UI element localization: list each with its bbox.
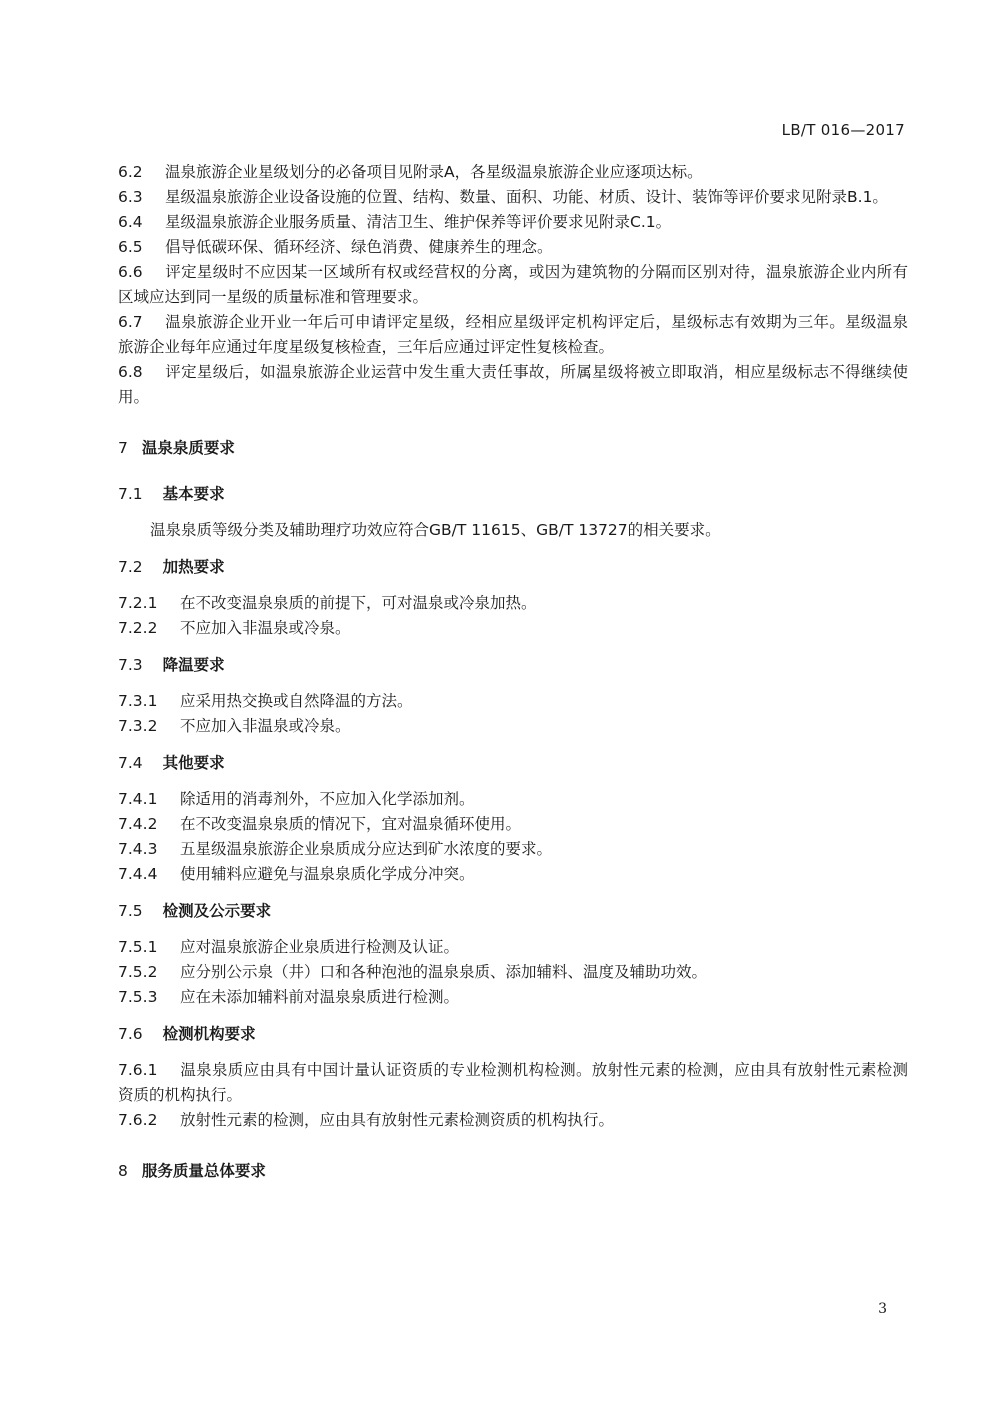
- clause-6-7: 6.7 温泉旅游企业开业一年后可申请评定星级，经相应星级评定机构评定后，星级标志有效期为三年。星级温泉旅游企业每年应通过年度星级复核检查，三年后应通过评定性复核检查。: [118, 313, 908, 356]
- clause-6-8: 6.8 评定星级后，如温泉旅游企业运营中发生重大责任事故，所属星级将被立即取消，相应星级标志不得继续使用。: [118, 363, 908, 406]
- clause-7-6-2: 7.6.2 放射性元素的检测，应由具有放射性元素检测资质的机构执行。: [118, 1111, 615, 1129]
- section-7-6-heading: 7.6 检测机构要求: [118, 1025, 256, 1043]
- section-7-3-heading: 7.3 降温要求: [118, 656, 225, 674]
- clause-6-4: 6.4 星级温泉旅游企业服务质量、清洁卫生、维护保养等评价要求见附录C.1。: [118, 213, 672, 231]
- section-7-2-heading: 7.2 加热要求: [118, 558, 225, 576]
- clause-7-4-2: 7.4.2 在不改变温泉泉质的情况下，宜对温泉循环使用。: [118, 815, 522, 833]
- clause-7-2-2: 7.2.2 不应加入非温泉或冷泉。: [118, 619, 351, 637]
- section-7-heading: 7 温泉泉质要求: [118, 439, 235, 457]
- section-8-heading: 8 服务质量总体要求: [118, 1162, 266, 1180]
- clause-6-3: 6.3 星级温泉旅游企业设备设施的位置、结构、数量、面积、功能、材质、设计、装饰等评价要求见附录B.1。: [118, 188, 888, 206]
- section-7-1-heading: 7.1 基本要求: [118, 485, 225, 503]
- clause-7-4-4: 7.4.4 使用辅料应避免与温泉泉质化学成分冲突。: [118, 865, 475, 883]
- clause-7-6-1: 7.6.1 温泉泉质应由具有中国计量认证资质的专业检测机构检测。放射性元素的检测，应由具有放射性元素检测资质的机构执行。: [118, 1061, 908, 1104]
- clause-7-3-1: 7.3.1 应采用热交换或自然降温的方法。: [118, 692, 413, 710]
- clause-7-5-2: 7.5.2 应分别公示泉（井）口和各种泡池的温泉泉质、添加辅料、温度及辅助功效。: [118, 963, 708, 981]
- clause-7-3-2: 7.3.2 不应加入非温泉或冷泉。: [118, 717, 351, 735]
- clause-7-4-3: 7.4.3 五星级温泉旅游企业泉质成分应达到矿水浓度的要求。: [118, 840, 553, 858]
- clause-7-5-1: 7.5.1 应对温泉旅游企业泉质进行检测及认证。: [118, 938, 460, 956]
- standard-code: LB/T 016—2017: [781, 121, 905, 139]
- clause-6-2: 6.2 温泉旅游企业星级划分的必备项目见附录A，各星级温泉旅游企业应逐项达标。: [118, 163, 703, 181]
- clause-6-6: 6.6 评定星级时不应因某一区域所有权或经营权的分离，或因为建筑物的分隔而区别对待，温泉旅游企业内所有区域应达到同一星级的质量标准和管理要求。: [118, 263, 908, 306]
- section-7-1-text: 温泉泉质等级分类及辅助理疗功效应符合GB/T 11615、GB/T 13727的相关要求。: [150, 521, 721, 539]
- document-body: [118, 160, 908, 1184]
- clause-7-5-3: 7.5.3 应在未添加辅料前对温泉泉质进行检测。: [118, 988, 460, 1006]
- clause-6-5: 6.5 倡导低碳环保、循环经济、绿色消费、健康养生的理念。: [118, 238, 553, 256]
- section-7-4-heading: 7.4 其他要求: [118, 754, 225, 772]
- page-number: 3: [878, 1301, 887, 1317]
- clause-7-4-1: 7.4.1 除适用的消毒剂外，不应加入化学添加剂。: [118, 790, 475, 808]
- section-7-5-heading: 7.5 检测及公示要求: [118, 902, 272, 920]
- clause-7-2-1: 7.2.1 在不改变温泉泉质的前提下，可对温泉或冷泉加热。: [118, 594, 537, 612]
